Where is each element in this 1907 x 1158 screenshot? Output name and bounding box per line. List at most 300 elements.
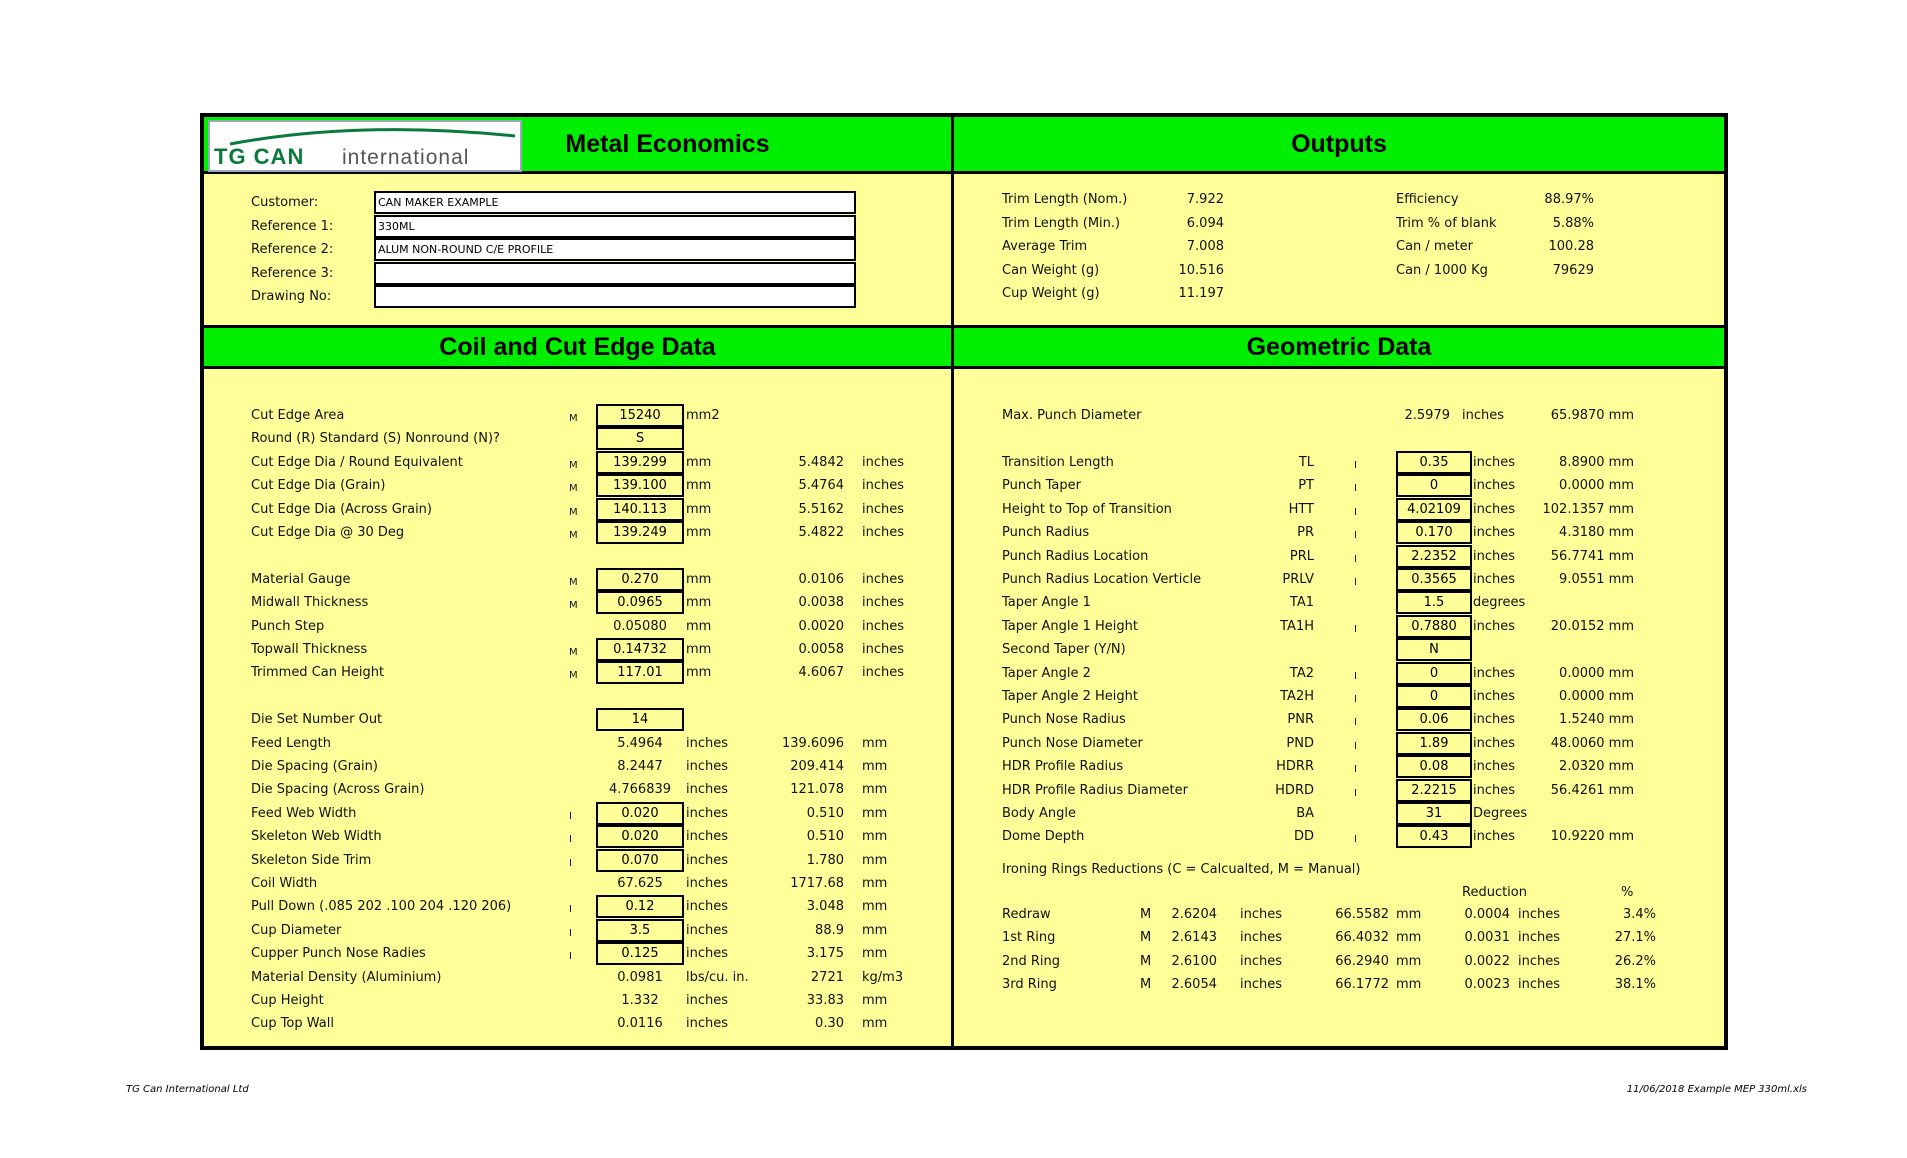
- coil-flag: M: [569, 483, 578, 495]
- ironing-cell: 66.1772: [1335, 977, 1389, 993]
- output-value: 7.008: [1186, 239, 1224, 254]
- geo-input[interactable]: 4.02109: [1396, 498, 1472, 521]
- coil-unit: inches: [686, 829, 729, 845]
- coil-value-alt: 0.0106: [798, 571, 844, 587]
- coil-flag: M: [569, 670, 578, 682]
- ironing-cell: inches: [1518, 930, 1561, 946]
- coil-value-alt: 5.4842: [798, 454, 844, 470]
- ironing-cell: 2nd Ring: [1002, 953, 1061, 969]
- geometric-header: [954, 325, 1724, 369]
- coil-title: Coil and Cut Edge Data: [439, 332, 716, 361]
- coil-unit-alt: mm: [862, 829, 888, 845]
- geo-code: PNR: [1287, 712, 1314, 728]
- ironing-cell: mm: [1396, 977, 1422, 993]
- geo-input[interactable]: 0.43: [1396, 825, 1472, 848]
- ironing-cell: 38.1%: [1614, 977, 1656, 993]
- coil-unit-alt: mm: [862, 1016, 888, 1032]
- coil-unit: inches: [686, 993, 729, 1008]
- ironing-cell: 26.2%: [1614, 953, 1656, 969]
- coil-value: 8.2447: [617, 759, 663, 774]
- coil-flag: I: [569, 834, 572, 846]
- coil-label: Midwall Thickness: [251, 595, 369, 611]
- coil-label: Cup Height: [251, 993, 324, 1008]
- coil-label: Cut Edge Dia / Round Equivalent: [251, 454, 463, 470]
- output-value: 100.28: [1548, 239, 1594, 254]
- output-label: Can / 1000 Kg: [1396, 262, 1488, 278]
- coil-label: Coil Width: [251, 876, 318, 891]
- geo-input[interactable]: 0: [1396, 685, 1472, 708]
- geo-unit: inches: [1462, 408, 1505, 423]
- geo-unit: inches: [1473, 455, 1516, 470]
- geo-value-mm: 65.9870 mm: [1550, 408, 1634, 423]
- coil-input[interactable]: 140.113: [596, 498, 684, 521]
- coil-unit-alt: mm: [862, 899, 888, 915]
- geo-input[interactable]: 1.5: [1396, 591, 1472, 614]
- coil-unit-alt: inches: [862, 501, 905, 517]
- coil-unit: mm: [686, 665, 712, 681]
- geo-code: PR: [1297, 525, 1314, 541]
- geo-label: Dome Depth: [1002, 829, 1085, 845]
- coil-value-alt: 0.0020: [798, 618, 844, 634]
- geo-code: HDRD: [1275, 782, 1314, 798]
- ironing-cell: M: [1140, 907, 1152, 922]
- coil-label: Material Gauge: [251, 571, 351, 587]
- coil-unit-alt: mm: [862, 782, 888, 798]
- output-value: 7.922: [1186, 192, 1224, 207]
- coil-unit-alt: mm: [862, 852, 888, 868]
- coil-value-alt: 5.4822: [798, 525, 844, 540]
- ironing-cell: 3rd Ring: [1002, 977, 1057, 993]
- geo-flag: I: [1354, 553, 1357, 565]
- geo-label: Taper Angle 2: [1002, 665, 1091, 681]
- coil-unit: inches: [686, 805, 729, 821]
- output-value: 5.88%: [1552, 215, 1594, 231]
- ironing-cell: inches: [1518, 977, 1561, 993]
- geo-label: Punch Radius: [1002, 525, 1090, 541]
- coil-label: Skeleton Side Trim: [251, 852, 372, 868]
- ironing-cell: 0.0004: [1464, 907, 1510, 922]
- coil-value-alt: 0.0038: [798, 595, 844, 611]
- coil-flag: M: [569, 459, 578, 471]
- geo-code: TA1: [1289, 595, 1314, 611]
- geo-flag: I: [1354, 740, 1357, 752]
- geo-value-mm: 8.8900 mm: [1559, 455, 1634, 470]
- coil-input[interactable]: 139.299: [596, 451, 684, 474]
- ironing-cell: inches: [1240, 953, 1283, 969]
- geo-unit: inches: [1473, 548, 1516, 564]
- geo-value-mm: 9.0551 mm: [1559, 572, 1634, 587]
- ironing-cell: 2.6204: [1171, 907, 1217, 922]
- geo-label: Transition Length: [1002, 455, 1114, 470]
- coil-label: Skeleton Web Width: [251, 829, 382, 845]
- coil-unit-alt: kg/m3: [862, 969, 904, 985]
- geometric-title: Geometric Data: [1246, 332, 1432, 361]
- coil-label: Feed Web Width: [251, 805, 357, 821]
- coil-unit: lbs/cu. in.: [686, 969, 749, 985]
- output-label: Cup Weight (g): [1002, 286, 1100, 301]
- coil-unit-alt: inches: [862, 642, 905, 657]
- geo-label: Punch Nose Diameter: [1002, 735, 1143, 751]
- coil-value-alt: 0.30: [815, 1016, 844, 1032]
- geo-input[interactable]: 0.7880: [1396, 615, 1472, 638]
- coil-unit: inches: [686, 876, 729, 891]
- geo-code: BA: [1296, 806, 1314, 821]
- coil-value: 4.766839: [608, 782, 672, 798]
- coil-label: Trimmed Can Height: [251, 665, 385, 681]
- ironing-cell: M: [1140, 977, 1152, 993]
- geo-flag: I: [1354, 623, 1357, 635]
- geo-value-mm: 10.9220 mm: [1550, 829, 1634, 845]
- coil-value-alt: 1.780: [806, 852, 844, 868]
- geo-input[interactable]: 1.89: [1396, 732, 1472, 755]
- coil-value: 5.4964: [617, 735, 663, 751]
- geo-code: HTT: [1288, 501, 1314, 517]
- geo-value-mm: 4.3180 mm: [1559, 525, 1634, 541]
- ironing-cell: 2.6143: [1171, 930, 1217, 946]
- footer-left: TG Can International Ltd: [126, 1084, 249, 1095]
- coil-value: 0.05080: [613, 618, 667, 634]
- geo-label: Max. Punch Diameter: [1002, 408, 1142, 423]
- coil-label: Pull Down (.085 202 .100 204 .120 206): [251, 899, 512, 915]
- geo-input[interactable]: 0.3565: [1396, 568, 1472, 591]
- coil-value-alt: 2721: [810, 969, 844, 985]
- logo-suffix: international: [342, 146, 470, 169]
- geo-flag: I: [1354, 460, 1357, 471]
- ironing-cell: 1st Ring: [1002, 930, 1056, 946]
- outputs-header: [954, 117, 1724, 174]
- output-value: 10.516: [1178, 262, 1224, 278]
- ironing-cell: 2.6100: [1171, 953, 1217, 969]
- coil-unit: inches: [686, 735, 729, 751]
- coil-label: Die Set Number Out: [251, 712, 383, 728]
- geo-unit: inches: [1473, 572, 1516, 587]
- ironing-cell: inches: [1240, 907, 1283, 922]
- coil-unit-alt: mm: [862, 759, 888, 774]
- geo-flag: I: [1354, 670, 1357, 682]
- coil-unit: inches: [686, 922, 729, 938]
- coil-unit-alt: mm: [862, 946, 888, 962]
- geo-flag: I: [1354, 577, 1357, 588]
- geo-value-mm: 0.0000 mm: [1559, 478, 1634, 494]
- geo-label: Body Angle: [1002, 806, 1076, 821]
- coil-label: Cut Edge Area: [251, 408, 345, 423]
- geo-value-mm: 0.0000 mm: [1559, 689, 1634, 704]
- coil-unit: inches: [686, 852, 729, 868]
- output-value: 6.094: [1186, 215, 1224, 231]
- geo-code: DD: [1293, 829, 1314, 845]
- ironing-cell: 66.2940: [1335, 953, 1389, 969]
- geo-input[interactable]: 0: [1396, 662, 1472, 685]
- coil-label: Feed Length: [251, 735, 331, 751]
- coil-label: Cup Diameter: [251, 922, 342, 938]
- logo-brand: TG CAN: [214, 144, 305, 169]
- geo-value-mm: 2.0320 mm: [1559, 759, 1634, 775]
- coil-unit: mm2: [686, 408, 720, 423]
- ironing-cell: inches: [1518, 953, 1561, 969]
- coil-input[interactable]: S: [596, 427, 684, 450]
- geo-unit: inches: [1473, 829, 1516, 845]
- coil-unit: mm: [686, 642, 712, 657]
- geo-value-mm: 1.5240 mm: [1559, 712, 1634, 728]
- geo-label: Taper Angle 1: [1002, 595, 1091, 611]
- ironing-cell: 2.6054: [1171, 977, 1217, 993]
- ironing-title: Ironing Rings Reductions (C = Calcualted, M = Manual): [1002, 862, 1361, 877]
- coil-unit: inches: [686, 782, 729, 798]
- geo-value-mm: 56.4261 mm: [1550, 782, 1634, 798]
- coil-unit-alt: inches: [862, 595, 905, 611]
- coil-input[interactable]: 139.100: [596, 474, 684, 497]
- coil-unit-alt: mm: [862, 735, 888, 751]
- ironing-cell: mm: [1396, 930, 1422, 946]
- coil-value-alt: 3.175: [806, 946, 844, 962]
- column-divider: [951, 117, 954, 1046]
- coil-input[interactable]: 0.0965: [596, 591, 684, 614]
- coil-unit-alt: mm: [862, 805, 888, 821]
- coil-value-alt: 3.048: [806, 899, 844, 915]
- coil-flag: I: [569, 810, 572, 822]
- coil-input[interactable]: 0.070: [596, 849, 684, 872]
- coil-input[interactable]: 15240: [596, 404, 684, 427]
- geo-code: PRL: [1289, 548, 1314, 564]
- worksheet: [200, 113, 1728, 1050]
- coil-value: 67.625: [617, 876, 663, 891]
- customer-label: Customer:: [251, 195, 319, 210]
- geo-input[interactable]: 0.06: [1396, 708, 1472, 731]
- ironing-cell: mm: [1396, 953, 1422, 969]
- geo-unit: inches: [1473, 478, 1516, 494]
- output-label: Can / meter: [1396, 239, 1474, 254]
- ironing-cell: M: [1140, 953, 1152, 969]
- coil-label: Cupper Punch Nose Radies: [251, 946, 426, 962]
- geo-input[interactable]: 0: [1396, 474, 1472, 497]
- ironing-cell: inches: [1240, 930, 1283, 946]
- ironing-cell: 0.0031: [1464, 930, 1510, 946]
- coil-unit-alt: mm: [862, 993, 888, 1008]
- coil-input[interactable]: 0.125: [596, 942, 684, 965]
- coil-unit: mm: [686, 618, 712, 634]
- customer-field[interactable]: 330ML: [374, 215, 856, 238]
- coil-label: Die Spacing (Grain): [251, 759, 378, 774]
- customer-field[interactable]: ALUM NON-ROUND C/E PROFILE: [374, 238, 856, 261]
- coil-unit-alt: inches: [862, 525, 905, 540]
- coil-value-alt: 5.5162: [798, 501, 844, 517]
- geo-input[interactable]: 0.08: [1396, 755, 1472, 778]
- coil-value: 0.0981: [617, 969, 663, 985]
- coil-input[interactable]: 0.12: [596, 895, 684, 918]
- geo-unit: inches: [1473, 782, 1516, 798]
- geo-label: Punch Radius Location: [1002, 548, 1149, 564]
- coil-label: Cut Edge Dia (Grain): [251, 478, 386, 494]
- geo-label: Punch Taper: [1002, 478, 1081, 494]
- coil-value-alt: 0.0058: [798, 642, 844, 657]
- coil-input[interactable]: 14: [596, 708, 684, 731]
- geo-input[interactable]: 2.2352: [1396, 545, 1472, 568]
- geo-value-mm: 102.1357 mm: [1542, 501, 1634, 517]
- ironing-cell: 0.0023: [1464, 977, 1510, 993]
- coil-unit: mm: [686, 478, 712, 494]
- output-value: 11.197: [1178, 286, 1224, 301]
- coil-flag: M: [569, 576, 578, 588]
- coil-flag: M: [569, 647, 578, 658]
- footer-right: 11/06/2018 Example MEP 330ml.xls: [1626, 1084, 1807, 1095]
- geo-label: Second Taper (Y/N): [1002, 642, 1126, 658]
- geo-input[interactable]: 0.170: [1396, 521, 1472, 544]
- coil-unit: mm: [686, 501, 712, 517]
- coil-value: 1.332: [621, 993, 659, 1008]
- coil-unit: inches: [686, 1016, 729, 1032]
- coil-unit: mm: [686, 525, 712, 540]
- coil-label: Punch Step: [251, 618, 325, 634]
- coil-label: Material Density (Aluminium): [251, 969, 442, 985]
- coil-value-alt: 5.4764: [798, 478, 844, 494]
- coil-unit-alt: inches: [862, 665, 905, 681]
- geo-label: Height to Top of Transition: [1002, 501, 1172, 517]
- customer-label: Reference 3:: [251, 265, 334, 281]
- coil-label: Cut Edge Dia (Across Grain): [251, 501, 432, 517]
- customer-field[interactable]: [374, 285, 856, 308]
- coil-unit-alt: mm: [862, 922, 888, 938]
- ironing-cell: 0.0022: [1464, 953, 1510, 969]
- geo-label: Punch Radius Location Verticle: [1002, 572, 1202, 587]
- coil-input[interactable]: 0.020: [596, 802, 684, 825]
- geo-unit: Degrees: [1473, 806, 1528, 821]
- geo-code: PT: [1298, 478, 1314, 494]
- ironing-cell: inches: [1518, 907, 1561, 922]
- geo-input[interactable]: 0.35: [1396, 451, 1472, 474]
- geo-flag: I: [1354, 506, 1357, 518]
- outputs-title: Outputs: [1291, 129, 1387, 158]
- geo-value-mm: 56.7741 mm: [1550, 548, 1634, 564]
- geo-code: HDRR: [1276, 759, 1314, 775]
- coil-value-alt: 1717.68: [790, 876, 844, 891]
- coil-unit: mm: [686, 571, 712, 587]
- coil-flag: M: [569, 506, 578, 518]
- geo-flag: I: [1354, 834, 1357, 846]
- customer-label: Reference 1:: [251, 218, 334, 234]
- geo-input[interactable]: 2.2215: [1396, 779, 1472, 802]
- coil-value-alt: 121.078: [790, 782, 844, 798]
- geo-flag: I: [1354, 483, 1357, 495]
- coil-flag: M: [569, 600, 578, 612]
- ironing-cell: 66.5582: [1335, 907, 1389, 922]
- geo-input[interactable]: 31: [1396, 802, 1472, 825]
- geo-label: Taper Angle 1 Height: [1002, 618, 1138, 634]
- output-label: Can Weight (g): [1002, 262, 1100, 278]
- customer-label: Drawing No:: [251, 289, 332, 304]
- coil-value-alt: 0.510: [806, 805, 844, 821]
- coil-input[interactable]: 3.5: [596, 919, 684, 942]
- geo-unit: degrees: [1473, 595, 1526, 611]
- coil-flag: I: [569, 951, 572, 963]
- geo-label: HDR Profile Radius: [1002, 759, 1124, 775]
- coil-value-alt: 88.9: [815, 922, 844, 938]
- geo-label: HDR Profile Radius Diameter: [1002, 782, 1188, 798]
- geo-flag: I: [1354, 530, 1357, 542]
- geo-code: TA2: [1289, 665, 1314, 681]
- coil-input[interactable]: 0.14732: [596, 638, 684, 661]
- ironing-cell: 66.4032: [1335, 930, 1389, 946]
- coil-flag: I: [569, 857, 572, 869]
- coil-flag: M: [569, 530, 578, 541]
- coil-value-alt: 33.83: [806, 993, 844, 1008]
- geo-value-mm: 0.0000 mm: [1559, 665, 1634, 681]
- ironing-cell: M: [1140, 930, 1152, 946]
- geo-code: TA1H: [1280, 618, 1314, 634]
- output-label: Trim Length (Nom.): [1002, 192, 1128, 207]
- coil-unit: inches: [686, 899, 729, 915]
- customer-field[interactable]: [374, 262, 856, 285]
- coil-unit-alt: mm: [862, 876, 888, 891]
- geo-unit: inches: [1473, 501, 1516, 517]
- coil-value-alt: 209.414: [790, 759, 844, 774]
- coil-label: Cup Top Wall: [251, 1016, 334, 1032]
- ironing-cell: inches: [1240, 977, 1283, 993]
- metal-economics-title: Metal Economics: [565, 129, 770, 158]
- coil-unit: mm: [686, 595, 712, 611]
- geo-value-mm: 48.0060 mm: [1550, 735, 1634, 751]
- output-value: 88.97%: [1544, 192, 1594, 207]
- coil-flag: I: [569, 927, 572, 939]
- geo-flag: I: [1354, 694, 1357, 705]
- coil-input[interactable]: 0.270: [596, 568, 684, 591]
- geo-code: TL: [1298, 455, 1314, 470]
- geo-unit: inches: [1473, 712, 1516, 728]
- coil-flag: I: [569, 904, 572, 916]
- ironing-header-reduction: Reduction: [1462, 885, 1527, 900]
- geo-value-mm: 20.0152 mm: [1550, 618, 1634, 634]
- ironing-header-pct: %: [1621, 885, 1634, 900]
- geo-unit: inches: [1473, 525, 1516, 541]
- coil-unit: inches: [686, 759, 729, 774]
- coil-label: Topwall Thickness: [251, 642, 368, 657]
- coil-value-alt: 139.6096: [781, 735, 844, 751]
- geo-label: Punch Nose Radius: [1002, 712, 1126, 728]
- coil-input[interactable]: 139.249: [596, 521, 684, 544]
- geo-unit: inches: [1473, 665, 1516, 681]
- geo-flag: I: [1354, 717, 1357, 729]
- geo-unit: inches: [1473, 618, 1516, 634]
- geo-flag: I: [1354, 787, 1357, 799]
- coil-unit-alt: inches: [862, 454, 905, 470]
- output-label: Average Trim: [1002, 239, 1088, 254]
- coil-input[interactable]: 0.020: [596, 825, 684, 848]
- geo-unit: inches: [1473, 689, 1516, 704]
- output-label: Efficiency: [1396, 192, 1459, 207]
- coil-value: 0.0116: [617, 1016, 663, 1032]
- output-label: Trim Length (Min.): [1002, 215, 1121, 231]
- ironing-cell: 3.4%: [1622, 907, 1656, 922]
- geo-code: TA2H: [1280, 689, 1314, 704]
- geo-input[interactable]: N: [1396, 638, 1472, 661]
- customer-label: Reference 2:: [251, 242, 334, 257]
- coil-unit-alt: inches: [862, 571, 905, 587]
- geo-unit: inches: [1473, 735, 1516, 751]
- ironing-cell: 27.1%: [1614, 930, 1656, 946]
- geo-code: PND: [1286, 735, 1314, 751]
- coil-unit-alt: inches: [862, 618, 905, 634]
- coil-value-alt: 0.510: [806, 829, 844, 845]
- coil-input[interactable]: 117.01: [596, 661, 684, 684]
- geo-unit: inches: [1473, 759, 1516, 775]
- output-value: 79629: [1552, 262, 1594, 278]
- geo-label: Taper Angle 2 Height: [1002, 689, 1138, 704]
- geo-flag: I: [1354, 764, 1357, 776]
- ironing-cell: Redraw: [1002, 907, 1051, 922]
- geo-value: 2.5979: [1404, 408, 1450, 423]
- customer-field[interactable]: CAN MAKER EXAMPLE: [374, 191, 856, 214]
- coil-flag: M: [569, 413, 578, 424]
- coil-value-alt: 4.6067: [798, 665, 844, 681]
